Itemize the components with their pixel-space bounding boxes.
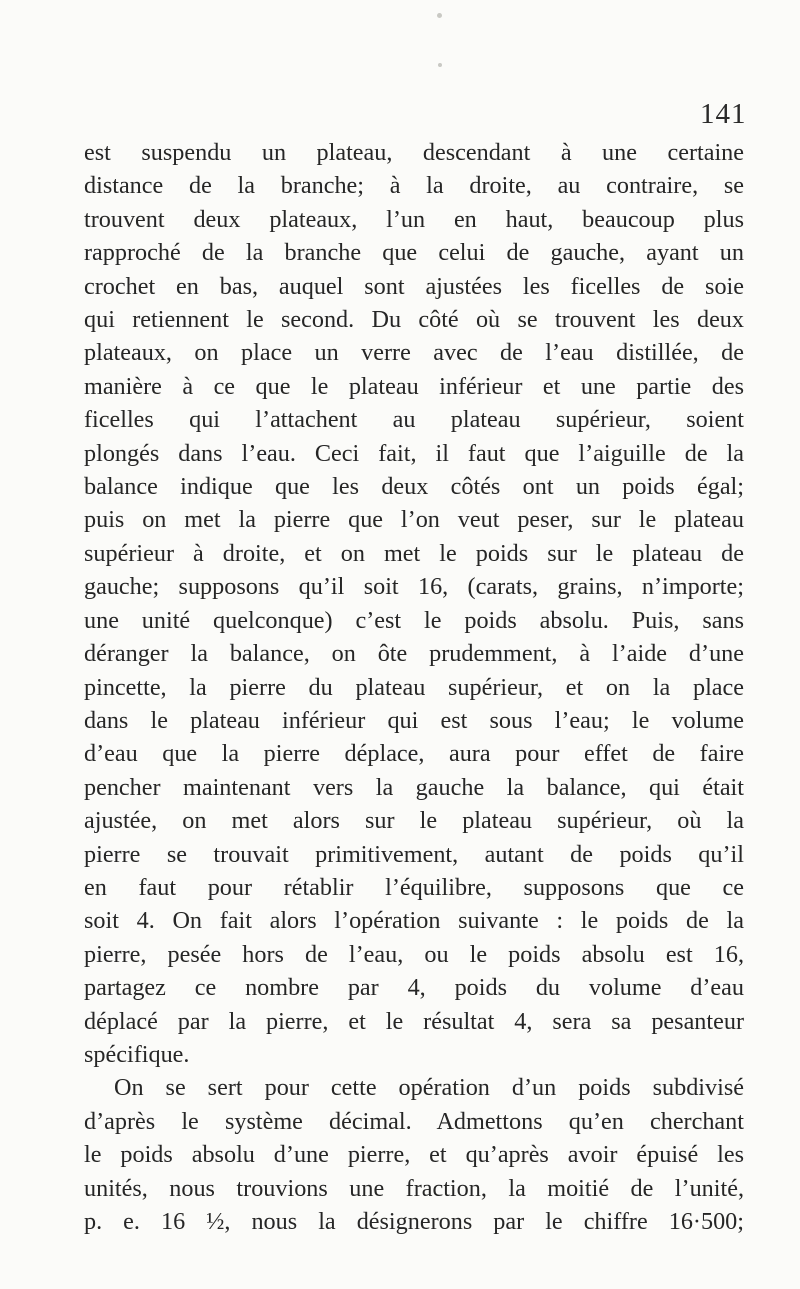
text-line: est suspendu un plateau, descendant à une certaine [84,139,744,166]
text-line: rapproché de la branche que celui de gauche, ayant un [84,239,744,267]
paper-speck [437,13,442,18]
text-line: trouvent deux plateaux, l’un en haut, beaucoup plus [84,205,744,233]
text-line: pencher maintenant vers la gauche la balance, qui était [84,773,744,801]
text-line: le poids absolu d’une pierre, et qu’après avoir épuisé les [84,1141,744,1169]
text-line: dans le plateau inférieur qui est sous l’eau; le volume [84,706,744,734]
text-line: ajustée, on met alors sur le plateau supérieur, où la [84,807,744,835]
text-line: pierre se trouvait primitivement, autant de poids qu’il [84,840,744,868]
text-line: déranger la balance, on ôte prudemment, à l’aide d’une [84,640,744,668]
text-line: On se sert pour cette opération d’un poids subdivisé [114,1074,744,1102]
text-line: plateaux, on place un verre avec de l’eau distillée, de [84,339,744,367]
text-line: balance indique que les deux côtés ont un poids égal; [84,473,744,501]
text-line: pierre, pesée hors de l’eau, ou le poids absolu est 16, [84,940,744,968]
text-line: crochet en bas, auquel sont ajustées les ficelles de soie [84,272,744,300]
text-line: partagez ce nombre par 4, poids du volume d’eau [84,974,744,1002]
text-line: qui retiennent le second. Du côté où se trouvent les deux [84,306,744,334]
text-line: d’eau que la pierre déplace, aura pour effet de faire [84,740,744,768]
text-line: ficelles qui l’attachent au plateau supérieur, soient [84,406,744,434]
text-line: déplacé par la pierre, et le résultat 4, sera sa pesanteur [84,1007,744,1035]
text-line: une unité quelconque) c’est le poids absolu. Puis, sans [84,606,744,634]
page-number: 141 [700,98,747,130]
text-line: distance de la branche; à la droite, au contraire, se [84,172,744,200]
text-line: supérieur à droite, et on met le poids sur le plateau de [84,539,744,567]
text-line: d’après le système décimal. Admettons qu’en cherchant [84,1107,744,1135]
text-line: pincette, la pierre du plateau supérieur, et on la place [84,673,744,701]
text-line: spécifique. [84,1040,190,1068]
body-text [84,136,744,1238]
text-line: soit 4. On fait alors l’opération suivante : le poids de la [84,907,744,935]
text-line: p. e. 16 ½, nous la désignerons par le chiffre 16·500; [84,1208,744,1235]
text-line: puis on met la pierre que l’on veut peser, sur le plateau [84,506,744,534]
text-line: en faut pour rétablir l’équilibre, supposons que ce [84,873,744,901]
text-line: manière à ce que le plateau inférieur et une partie des [84,372,744,400]
text-line: gauche; supposons qu’il soit 16, (carats, grains, n’importe; [84,573,744,601]
text-line: plongés dans l’eau. Ceci fait, il faut que l’aiguille de la [84,439,744,467]
paper-speck [438,63,442,67]
text-line: unités, nous trouvions une fraction, la moitié de l’unité, [84,1174,744,1202]
